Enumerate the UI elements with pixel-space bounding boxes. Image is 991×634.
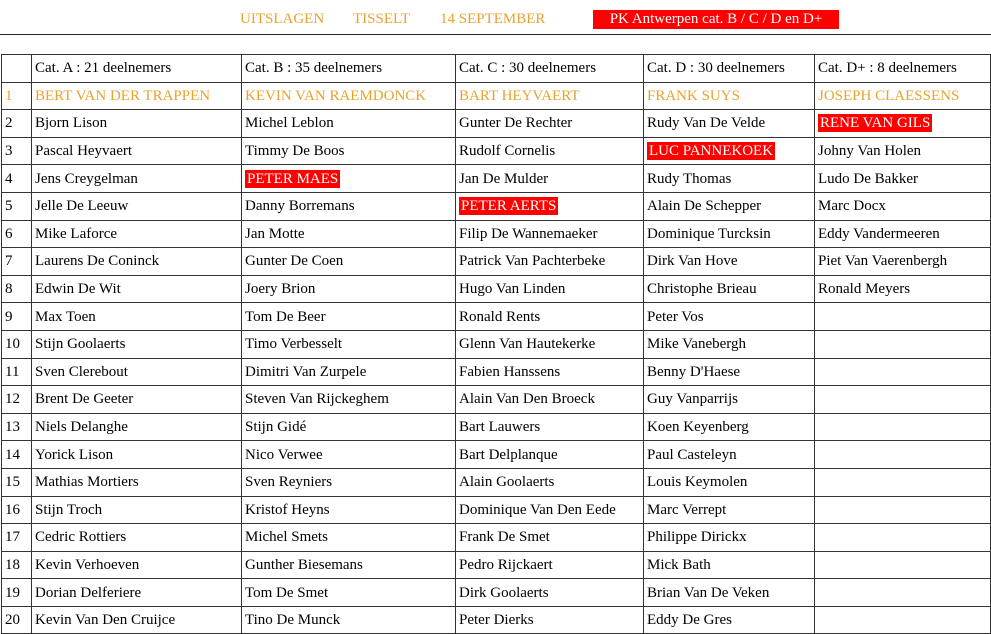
result-cell: Sven Reyniers	[242, 468, 456, 496]
result-cell	[815, 330, 991, 358]
result-cell: Max Toen	[32, 303, 242, 331]
rank-cell: 3	[2, 137, 32, 165]
result-cell: Mick Bath	[644, 551, 815, 579]
rank-cell: 20	[2, 606, 32, 634]
result-cell: Piet Van Vaerenbergh	[815, 248, 991, 276]
result-cell	[815, 413, 991, 441]
result-cell: Yorick Lison	[32, 441, 242, 469]
result-cell: Paul Casteleyn	[644, 441, 815, 469]
result-cell	[815, 468, 991, 496]
header-location: TISSELT	[353, 11, 410, 27]
header-title: UITSLAGEN	[240, 11, 325, 27]
highlighted-name: PETER MAES	[247, 170, 339, 187]
column-header: Cat. A : 21 deelnemers	[32, 55, 242, 83]
result-cell: Steven Van Rijckeghem	[242, 386, 456, 414]
result-cell: Eddy De Gres	[644, 606, 815, 634]
result-cell: Benny D'Haese	[644, 358, 815, 386]
result-cell: Dimitri Van Zurpele	[242, 358, 456, 386]
rank-cell: 6	[2, 220, 32, 248]
result-cell: Louis Keymolen	[644, 468, 815, 496]
table-row	[2, 524, 991, 552]
result-cell: Gunther Biesemans	[242, 551, 456, 579]
table-row	[2, 165, 991, 193]
result-cell	[815, 606, 991, 634]
result-cell: Alain Goolaerts	[456, 468, 644, 496]
table-row	[2, 248, 991, 276]
result-cell: Marc Verrept	[644, 496, 815, 524]
result-cell: Philippe Dirickx	[644, 524, 815, 552]
table-row	[2, 468, 991, 496]
result-cell: Peter Dierks	[456, 606, 644, 634]
result-cell: BERT VAN DER TRAPPEN	[32, 82, 242, 110]
table-row	[2, 275, 991, 303]
table-row	[2, 82, 991, 110]
rank-cell: 1	[2, 82, 32, 110]
highlighted-name: RENE VAN GILS	[820, 115, 931, 132]
result-cell: Edwin De Wit	[32, 275, 242, 303]
rank-cell: 19	[2, 579, 32, 607]
result-cell	[815, 110, 991, 138]
result-cell	[815, 579, 991, 607]
rank-cell: 16	[2, 496, 32, 524]
result-cell: Johny Van Holen	[815, 137, 991, 165]
results-body	[2, 55, 991, 634]
result-cell: Stijn Goolaerts	[32, 330, 242, 358]
result-cell: Jens Creygelman	[32, 165, 242, 193]
result-cell: Dirk Van Hove	[644, 248, 815, 276]
result-cell	[815, 551, 991, 579]
result-cell: Rudy Van De Velde	[644, 110, 815, 138]
rank-cell: 5	[2, 192, 32, 220]
result-cell	[815, 441, 991, 469]
result-cell: Rudy Thomas	[644, 165, 815, 193]
rank-cell: 12	[2, 386, 32, 414]
result-cell: Mike Vanebergh	[644, 330, 815, 358]
result-cell: Christophe Brieau	[644, 275, 815, 303]
rank-cell: 10	[2, 330, 32, 358]
result-cell: Joery Brion	[242, 275, 456, 303]
table-row	[2, 192, 991, 220]
rank-cell: 9	[2, 303, 32, 331]
table-row	[2, 220, 991, 248]
result-cell: Rudolf Cornelis	[456, 137, 644, 165]
result-cell: Dominique Turcksin	[644, 220, 815, 248]
result-cell	[815, 358, 991, 386]
result-cell: Brent De Geeter	[32, 386, 242, 414]
result-cell: Alain De Schepper	[644, 192, 815, 220]
result-cell: Dorian Delferiere	[32, 579, 242, 607]
table-row	[2, 551, 991, 579]
result-cell: Danny Borremans	[242, 192, 456, 220]
rank-cell: 15	[2, 468, 32, 496]
highlighted-name: LUC PANNEKOEK	[649, 143, 774, 160]
table-row	[2, 496, 991, 524]
result-cell: Glenn Van Hautekerke	[456, 330, 644, 358]
column-header: Cat. D+ : 8 deelnemers	[815, 55, 991, 83]
rank-cell: 8	[2, 275, 32, 303]
result-cell: Kevin Van Den Cruijce	[32, 606, 242, 634]
result-cell: Cedric Rottiers	[32, 524, 242, 552]
result-cell	[815, 303, 991, 331]
result-cell: Gunter De Rechter	[456, 110, 644, 138]
highlighted-name: PETER AERTS	[461, 198, 557, 215]
result-cell: Pascal Heyvaert	[32, 137, 242, 165]
result-cell	[242, 165, 456, 193]
result-cell	[644, 137, 815, 165]
result-cell: Mike Laforce	[32, 220, 242, 248]
result-cell: Stijn Gidé	[242, 413, 456, 441]
result-cell: Niels Delanghe	[32, 413, 242, 441]
page-header	[0, 0, 991, 35]
table-row	[2, 110, 991, 138]
header-date: 14 SEPTEMBER	[440, 11, 546, 27]
result-cell: Tom De Beer	[242, 303, 456, 331]
result-cell: Marc Docx	[815, 192, 991, 220]
rank-cell: 14	[2, 441, 32, 469]
result-cell: Peter Vos	[644, 303, 815, 331]
table-row	[2, 303, 991, 331]
result-cell: Ludo De Bakker	[815, 165, 991, 193]
table-row	[2, 386, 991, 414]
result-cell: Kristof Heyns	[242, 496, 456, 524]
result-cell	[815, 524, 991, 552]
result-cell: Bjorn Lison	[32, 110, 242, 138]
table-row	[2, 441, 991, 469]
result-cell: Dominique Van Den Eede	[456, 496, 644, 524]
result-cell: FRANK SUYS	[644, 82, 815, 110]
result-cell	[456, 192, 644, 220]
rank-header-cell	[2, 55, 32, 83]
result-cell: Ronald Meyers	[815, 275, 991, 303]
result-cell: Koen Keyenberg	[644, 413, 815, 441]
column-header: Cat. C : 30 deelnemers	[456, 55, 644, 83]
result-cell: Michel Smets	[242, 524, 456, 552]
result-cell: KEVIN VAN RAEMDONCK	[242, 82, 456, 110]
rank-cell: 11	[2, 358, 32, 386]
result-cell: Jan Motte	[242, 220, 456, 248]
rank-cell: 18	[2, 551, 32, 579]
result-cell: Dirk Goolaerts	[456, 579, 644, 607]
result-cell: Eddy Vandermeeren	[815, 220, 991, 248]
result-cell: Ronald Rents	[456, 303, 644, 331]
table-row	[2, 579, 991, 607]
rank-cell: 4	[2, 165, 32, 193]
result-cell	[815, 386, 991, 414]
result-cell: Bart Lauwers	[456, 413, 644, 441]
table-row	[2, 413, 991, 441]
rank-cell: 17	[2, 524, 32, 552]
result-cell: Filip De Wannemaeker	[456, 220, 644, 248]
results-table	[1, 54, 991, 634]
result-cell: Gunter De Coen	[242, 248, 456, 276]
result-cell: Stijn Troch	[32, 496, 242, 524]
result-cell: Hugo Van Linden	[456, 275, 644, 303]
result-cell: Tino De Munck	[242, 606, 456, 634]
result-cell: Tom De Smet	[242, 579, 456, 607]
result-cell: Laurens De Coninck	[32, 248, 242, 276]
result-cell: Alain Van Den Broeck	[456, 386, 644, 414]
result-cell: Jan De Mulder	[456, 165, 644, 193]
column-header: Cat. B : 35 deelnemers	[242, 55, 456, 83]
result-cell: Timo Verbesselt	[242, 330, 456, 358]
result-cell: Nico Verwee	[242, 441, 456, 469]
result-cell: Pedro Rijckaert	[456, 551, 644, 579]
result-cell: Timmy De Boos	[242, 137, 456, 165]
column-header: Cat. D : 30 deelnemers	[644, 55, 815, 83]
rank-cell: 2	[2, 110, 32, 138]
table-row	[2, 358, 991, 386]
result-cell: Fabien Hanssens	[456, 358, 644, 386]
result-cell: Kevin Verhoeven	[32, 551, 242, 579]
table-row	[2, 330, 991, 358]
table-row	[2, 137, 991, 165]
result-cell: Michel Leblon	[242, 110, 456, 138]
result-cell: Jelle De Leeuw	[32, 192, 242, 220]
result-cell: Brian Van De Veken	[644, 579, 815, 607]
result-cell: Mathias Mortiers	[32, 468, 242, 496]
result-cell: Sven Clerebout	[32, 358, 242, 386]
header-row	[2, 55, 991, 83]
result-cell: Bart Delplanque	[456, 441, 644, 469]
rank-cell: 13	[2, 413, 32, 441]
rank-cell: 7	[2, 248, 32, 276]
result-cell: Frank De Smet	[456, 524, 644, 552]
result-cell: Patrick Van Pachterbeke	[456, 248, 644, 276]
result-cell: JOSEPH CLAESSENS	[815, 82, 991, 110]
result-cell: BART HEYVAERT	[456, 82, 644, 110]
table-row	[2, 606, 991, 634]
result-cell	[815, 496, 991, 524]
header-badge: PK Antwerpen cat. B / C / D en D+	[593, 10, 839, 29]
result-cell: Guy Vanparrijs	[644, 386, 815, 414]
